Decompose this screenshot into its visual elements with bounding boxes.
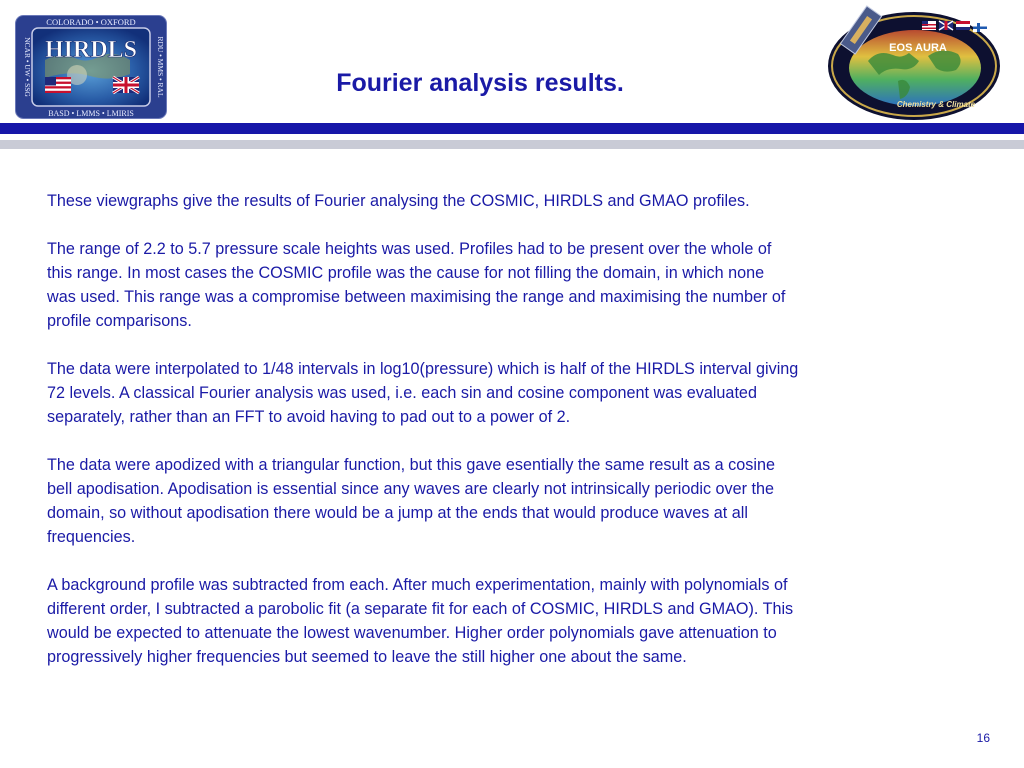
paragraph-intro: These viewgraphs give the results of Fourier analysing the COSMIC, HIRDLS and GMAO profiles.: [47, 192, 750, 210]
hirdls-logo-top-text: COLORADO • OXFORD: [46, 17, 136, 27]
hirdls-logo-right-text: RDU • MMS • RAL: [156, 36, 165, 98]
uk-flag-icon: [113, 77, 139, 93]
paragraph-range: The range of 2.2 to 5.7 pressure scale heights was used. Profiles had to be present over the whole of this range. In most cases the COSMIC profile was the cause for not filling the domain, in which none was used. This range was a compromise between maximising the range and maximising the number of profile comparisons.: [47, 240, 786, 330]
header-rule-grey: [0, 140, 1024, 149]
hirdls-logo-name: HIRDLS: [44, 37, 138, 63]
paragraph-interpolation: The data were interpolated to 1/48 intervals in log10(pressure) which is half of the HIRDLS interval giving 72 levels. A classical Fourier analysis was used, i.e. each sin and cosine component was evaluated separately, rather than an FFT to avoid having to pad out to a power of 2.: [47, 360, 799, 426]
eos-aura-logo: [818, 1, 1004, 123]
hirdls-logo-bottom-text: BASD • LMMS • LMIRIS: [48, 109, 134, 118]
us-flag-icon: [45, 77, 71, 93]
paragraph-background: A background profile was subtracted from each. After much experimentation, mainly with polynomials of different order, I subtracted a parobolic fit (a separate fit for each of COSMIC, HIRDLS and GMAO). This would be expected to attenuate the lowest wavenumber. Higher order polynomials gave attenuation to progressively higher frequencies but seemed to leave the still higher one about the same.: [47, 576, 794, 666]
header-rule-gap: [0, 134, 1024, 139]
eos-aura-name: EOS AURA: [889, 42, 947, 54]
hirdls-logo: [15, 15, 167, 119]
paragraph-apodization: The data were apodized with a triangular function, but this gave esentially the same result as a cosine bell apodisation. Apodisation is essential since any waves are clearly not intrinsically periodic over the domain, so without apodisation there would be a jump at the ends that would produce waves at all frequencies.: [47, 456, 775, 546]
body-text: [47, 189, 977, 693]
page-number: 16: [976, 731, 990, 745]
slide-title: Fourier analysis results.: [336, 69, 624, 97]
eos-aura-tagline: Chemistry & Climate: [896, 100, 976, 109]
hirdls-logo-left-text: NCAR • UW • SSG: [23, 37, 32, 97]
header-rule-blue: [0, 123, 1024, 134]
